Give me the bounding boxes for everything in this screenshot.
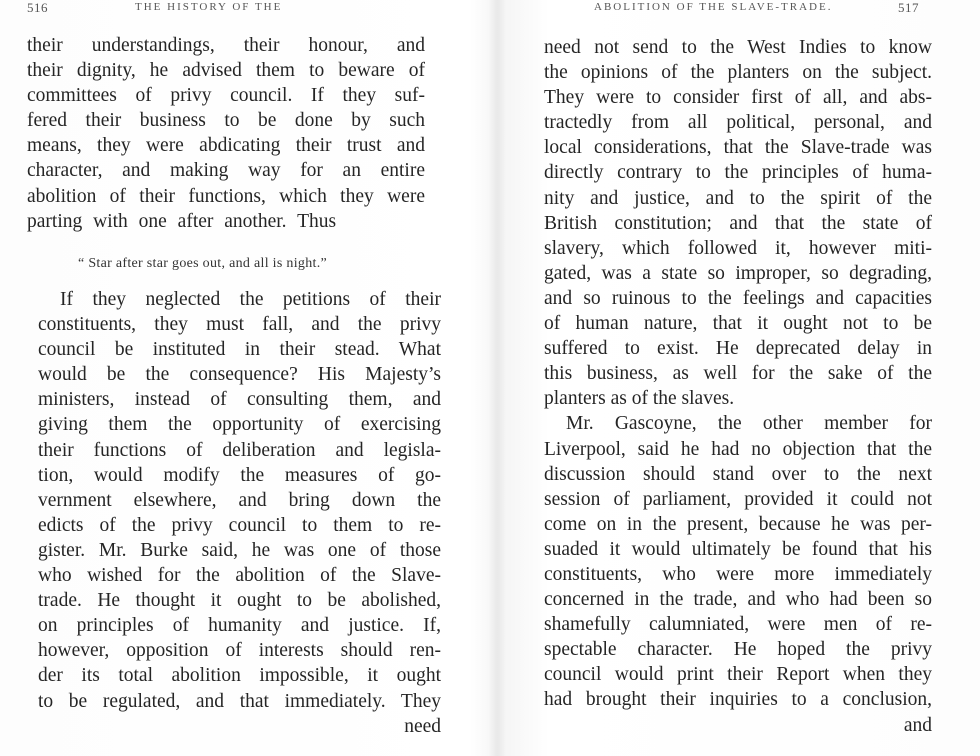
text-line: nity and justice, and to the spirit of the bbox=[544, 187, 932, 209]
text-line: directly contrary to the principles of huma- bbox=[544, 162, 932, 184]
text-line: gister. Mr. Burke said, he was one of those bbox=[38, 539, 441, 561]
text-line: however, opposition of interests should ren- bbox=[38, 640, 441, 662]
text-line: discussion should stand over to the next bbox=[544, 463, 932, 485]
text-line: der its total abolition impossible, it ought bbox=[38, 665, 441, 687]
text-line: and so ruinous to the feelings and capacities bbox=[544, 287, 932, 309]
text-line: Mr. Gascoyne, the other member for bbox=[566, 413, 932, 435]
text-line: character, and making way for an entire bbox=[27, 160, 425, 182]
text-line: their understandings, their honour, and bbox=[27, 35, 425, 56]
text-line: ministers, instead of consulting them, and bbox=[38, 389, 441, 411]
text-line: this business, as well for the sake of the bbox=[544, 363, 932, 385]
text-line: constituents, who were more immediately bbox=[544, 563, 932, 585]
catchword: need bbox=[404, 715, 441, 737]
right-page bbox=[500, 0, 980, 756]
text-line: shamefully calumniated, were men of re- bbox=[544, 614, 932, 636]
text-line: committees of privy council. If they suf- bbox=[27, 85, 425, 107]
left-page-number: 516 bbox=[27, 0, 48, 15]
text-line: tractedly from all political, personal, and bbox=[544, 112, 932, 134]
text-line: gated, was a state so improper, so degrading, bbox=[544, 262, 932, 284]
text-line: to be regulated, and that immediately. They bbox=[38, 690, 441, 712]
left-paragraph-b bbox=[38, 287, 441, 739]
text-line: edicts of the privy council to them to re- bbox=[38, 514, 441, 536]
text-line: suffered to exist. He deprecated delay in bbox=[544, 338, 932, 360]
right-running-title: ABOLITION OF THE SLAVE-TRADE. bbox=[594, 1, 833, 13]
text-line: come on in the present, because he was per- bbox=[544, 513, 932, 535]
text-line: council would print their Report when they bbox=[544, 664, 932, 686]
text-line: If they neglected the petitions of their bbox=[60, 289, 441, 310]
text-line: spectable character. He hoped the privy bbox=[544, 639, 932, 661]
text-line: suaded it would ultimately be found that his bbox=[544, 538, 932, 560]
text-line: abolition of their functions, which they were bbox=[27, 185, 425, 207]
left-running-title: THE HISTORY OF THE bbox=[135, 1, 283, 13]
text-line: council be instituted in their stead. What bbox=[38, 339, 441, 361]
text-line: had brought their inquiries to a conclusion, bbox=[544, 689, 932, 711]
text-line: trade. He thought it ought to be abolished, bbox=[38, 590, 441, 612]
text-line: giving them the opportunity of exercising bbox=[38, 414, 441, 436]
left-running-head bbox=[0, 0, 490, 18]
text-line: concerned in the trade, and who had been so bbox=[544, 589, 932, 611]
text-line: fered their business to be done by such bbox=[27, 110, 425, 132]
text-line: session of parliament, provided it could not bbox=[544, 488, 932, 510]
text-line: need not send to the West Indies to know bbox=[544, 37, 932, 58]
text-line: slavery, which followed it, however miti- bbox=[544, 237, 932, 259]
right-running-head bbox=[500, 0, 980, 18]
text-line: local considerations, that the Slave-trade was bbox=[544, 137, 932, 159]
text-line: planters as of the slaves. bbox=[544, 388, 735, 410]
text-line: parting with one after another. Thus bbox=[27, 210, 337, 232]
text-line: constituents, they must fall, and the privy bbox=[38, 314, 441, 336]
text-line: on principles of humanity and justice. If, bbox=[38, 615, 441, 637]
text-line: Liverpool, said he had no objection that the bbox=[544, 438, 932, 460]
text-line: vernment elsewhere, and bring down the bbox=[38, 489, 441, 511]
text-line: of human nature, that it ought not to be bbox=[544, 313, 932, 335]
text-line: means, they were abdicating their trust and bbox=[27, 135, 425, 157]
text-line: their dignity, he advised them to beware of bbox=[27, 60, 425, 82]
text-line: They were to consider first of all, and abs- bbox=[544, 87, 932, 109]
catchword: and bbox=[903, 714, 932, 736]
text-line: the opinions of the planters on the subject. bbox=[544, 62, 932, 84]
text-line: would be the consequence? His Majesty’s bbox=[38, 364, 441, 386]
text-line: their functions of deliberation and legisla- bbox=[38, 439, 441, 461]
right-paragraphs bbox=[544, 35, 932, 738]
verse-quotation: “ Star after star goes out, and all is night.” bbox=[78, 256, 328, 271]
text-line: who wished for the abolition of the Slave- bbox=[38, 565, 441, 587]
right-page-number: 517 bbox=[898, 0, 919, 15]
text-line: British constitution; and that the state of bbox=[544, 212, 932, 234]
text-line: tion, would modify the measures of go- bbox=[38, 464, 441, 486]
left-paragraph-a bbox=[27, 33, 425, 234]
